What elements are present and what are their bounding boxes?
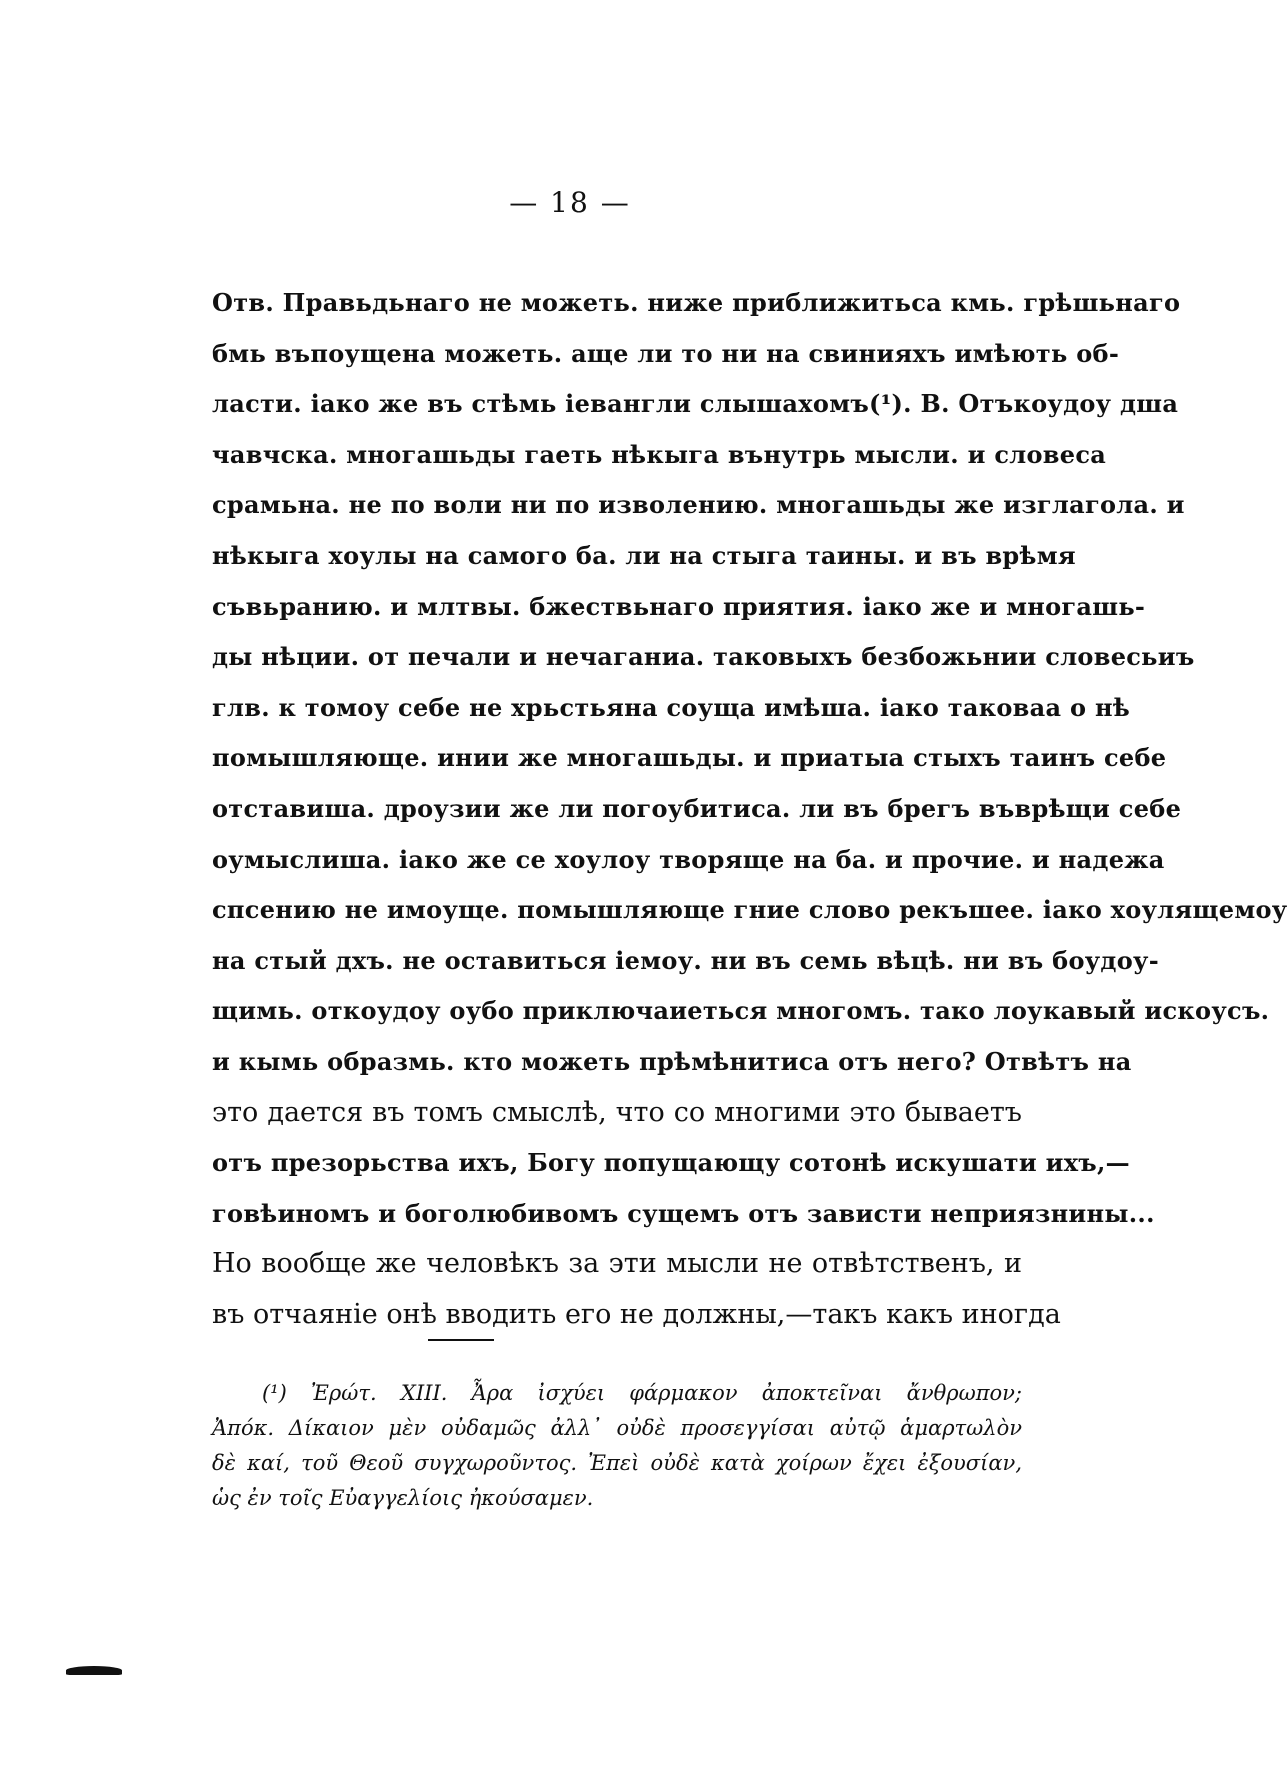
body-line: щимь. откоудоу оубо приключаиеться многомъ. тако лоукавый искоусъ.	[212, 996, 1270, 1026]
page-number: — 18 —	[509, 186, 631, 219]
body-text	[212, 278, 1287, 1340]
body-line: спсению не имоуще. помышляюще гние слово рекъшее. іако хоулящемоу	[212, 895, 1287, 925]
body-line: Отв. Правьдьнаго не можеть. ниже приближитьса кмь. грѣшьнаго	[212, 288, 1181, 317]
body-line: ды нѣции. от печали и нечаганиа. таковыхъ безбожьнии словесьиъ	[212, 642, 1195, 672]
body-line: отъ презорьства ихъ, Богу попущающу сотонѣ искушати ихъ,—	[212, 1148, 1130, 1178]
body-line: оумыслиша. іако же се хоулоу творяще на ба. и прочие. и надежа	[212, 844, 1165, 874]
body-line: и кымь образмь. кто можеть прѣмѣнитиса отъ него? Отвѣтъ на	[212, 1046, 1132, 1076]
body-line: помышляюще. инии же многашьды. и приатыа стыхъ таинъ себе	[212, 743, 1167, 773]
footnote-line: ὡς ἐν τοῖς Εὐαγγελίοις ἠκούσαμεν.	[212, 1486, 594, 1510]
footnote-line: δὲ καί, τοῦ Θεοῦ συγχωροῦντος. Ἐπεὶ οὐδὲ κατὰ χοίρων ἔχει ἐξουσίαν,	[212, 1451, 1022, 1475]
body-line: говѣиномъ и боголюбивомъ сущемъ отъ зависти неприязнины...	[212, 1198, 1155, 1228]
footnote-line: (¹) Ἐρώτ. XIII. Ἆρα ἰσχύει φάρμακον ἀποκτεῖναι ἄνθρωπον;	[262, 1381, 1022, 1405]
scan-edge-mark	[66, 1666, 122, 1675]
body-line: нѣкыга хоулы на самого ба. ли на стыга таины. и въ врѣмя	[212, 540, 1076, 570]
body-line: бмь въпоущена можеть. аще ли то ни на свинияхъ имѣють об-	[212, 338, 1120, 368]
body-line: это дается въ томъ смыслѣ, что со многими это бываетъ	[212, 1096, 1022, 1128]
body-line: срамьна. не по воли ни по изволению. многашьды же изглагола. и	[212, 490, 1185, 520]
body-line: чавчска. многашьды гаеть нѣкыга вънутрь мысли. и словеса	[212, 439, 1107, 469]
footnote-line: Ἀπόκ. Δίκαιον μὲν οὐδαμῶς ἀλλ᾽ οὐδὲ προσεγγίσαι αὐτῷ ἁμαρτωλὸν	[212, 1416, 1022, 1440]
body-line: на стый дхъ. не оставиться іемоу. ни въ семь вѣцѣ. ни въ боудоу-	[212, 945, 1159, 975]
body-line: ласти. іако же въ стѣмь іевангли слышахомъ(¹). В. Отъкоудоу дша	[212, 389, 1179, 419]
body-line: съвьранию. и млтвы. бжествьнаго приятия. іако же и многашь-	[212, 591, 1146, 621]
footnote	[212, 1376, 1022, 1516]
body-line: глв. к томоу себе не хрьстьяна соуща имѣша. іако таковаа о нѣ	[212, 692, 1131, 722]
body-line: отставиша. дроузии же ли погоубитиса. ли въ брегъ въврѣщи себе	[212, 793, 1182, 823]
footnote-divider	[428, 1339, 494, 1341]
body-line: въ отчаяніе онѣ вводить его не должны,—такъ какъ иногда	[212, 1298, 1061, 1330]
body-line: Но вообще же человѣкъ за эти мысли не отвѣтственъ, и	[212, 1248, 1022, 1280]
